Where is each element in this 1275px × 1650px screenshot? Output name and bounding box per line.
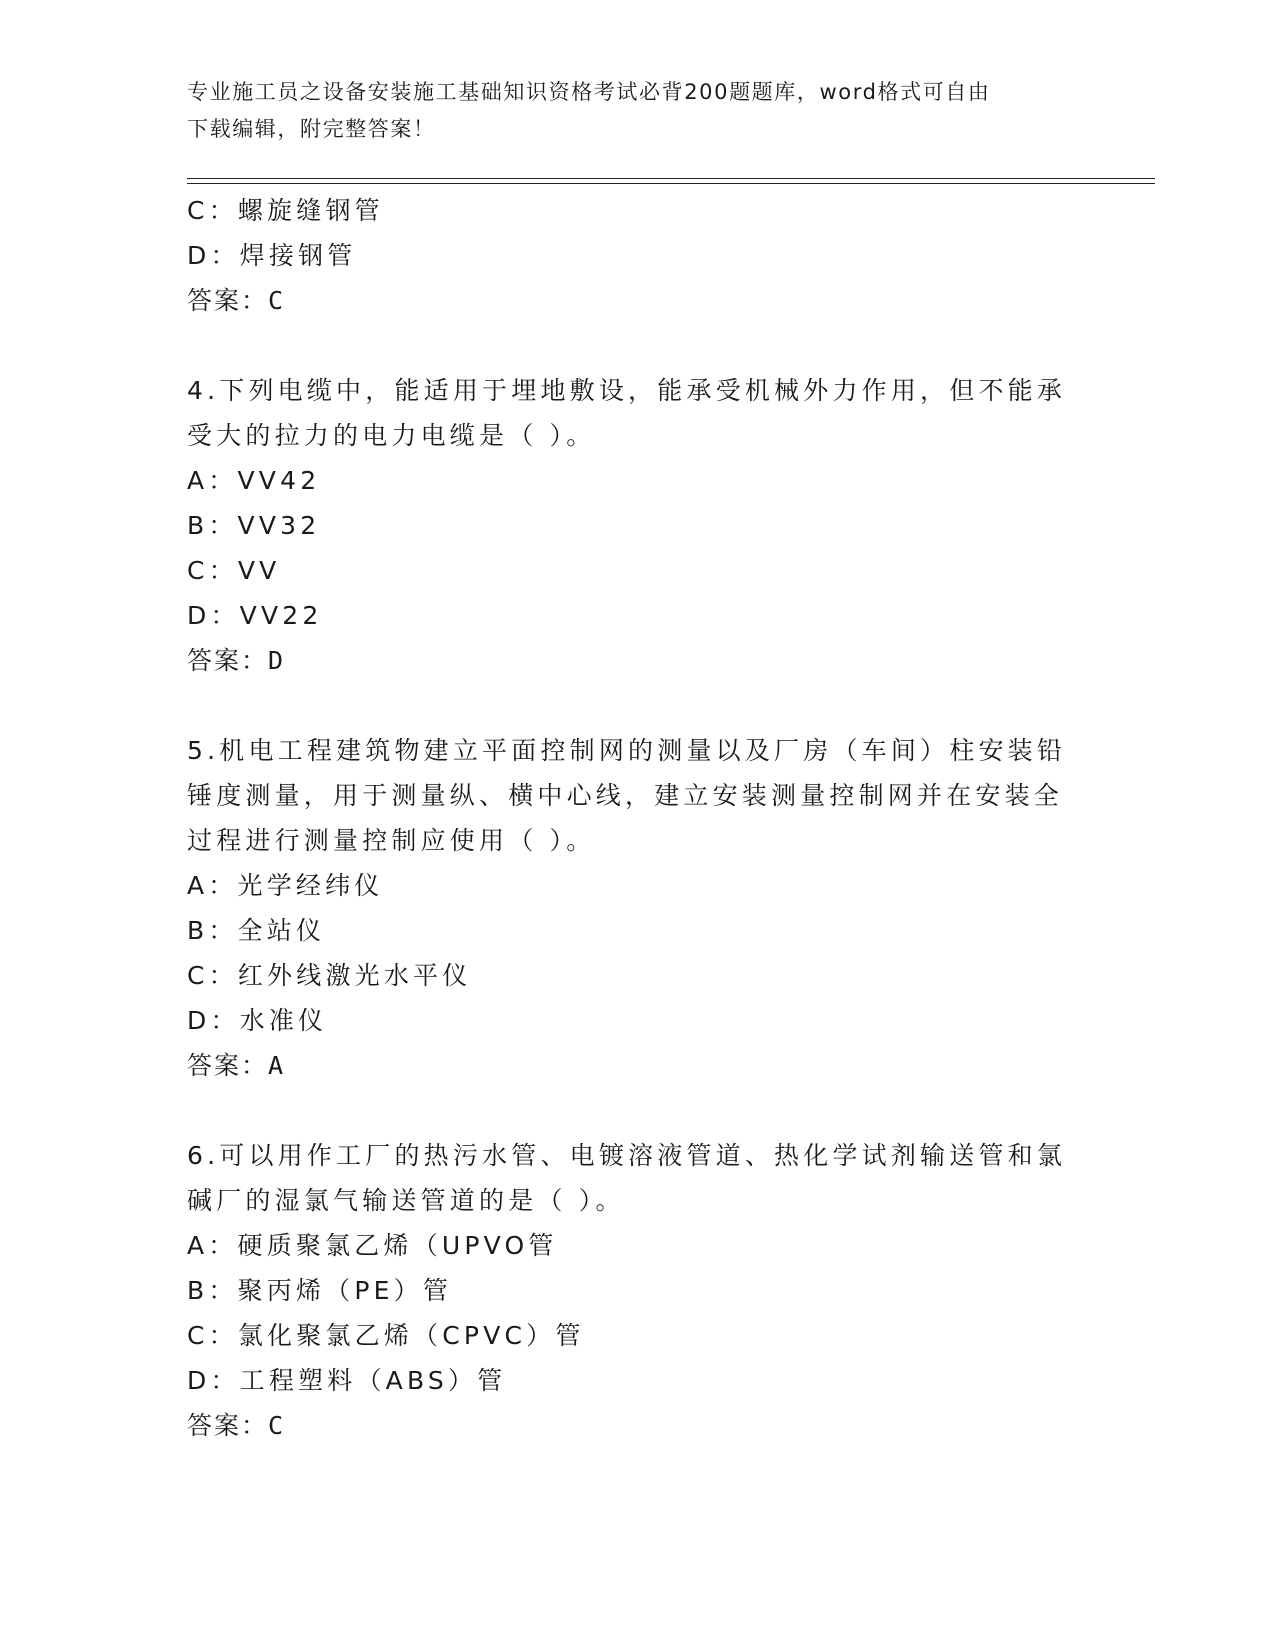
answer-label: 答案：	[187, 286, 269, 315]
q4-option-d: D：VV22	[187, 601, 323, 630]
answer-value: C	[268, 1411, 286, 1440]
q5-option-c: C：红外线激光水平仪	[187, 961, 472, 990]
q4-option-c: C：VV	[187, 556, 281, 585]
q6-stem-line-1: 6.可以用作工厂的热污水管、电镀溶液管道、热化学试剂输送管和氯	[187, 1141, 1067, 1170]
answer-value: A	[268, 1051, 286, 1080]
header-divider-top	[187, 178, 1155, 179]
answer-value: D	[268, 646, 286, 675]
header-line-1: 专业施工员之设备安装施工基础知识资格考试必背200题题库，word格式可自由	[187, 80, 991, 104]
answer-value: C	[268, 286, 286, 315]
q5-option-b: B：全站仪	[187, 916, 326, 945]
q5-stem-line-2: 锤度测量，用于测量纵、横中心线，建立安装测量控制网并在安装全	[187, 781, 1064, 810]
answer-label: 答案：	[187, 1411, 269, 1440]
q6-option-d: D：工程塑料（ABS）管	[187, 1366, 507, 1395]
answer-label: 答案：	[187, 1051, 269, 1080]
header-line-2: 下载编辑，附完整答案！	[187, 117, 436, 141]
q6-option-c: C：氯化聚氯乙烯（CPVC）管	[187, 1321, 585, 1350]
q3-option-c: C：螺旋缝钢管	[187, 196, 384, 225]
answer-label: 答案：	[187, 646, 269, 675]
q4-stem-line-1: 4.下列电缆中，能适用于埋地敷设，能承受机械外力作用，但不能承	[187, 376, 1067, 405]
q3-answer	[187, 284, 285, 318]
q5-answer	[187, 1049, 285, 1083]
header-divider-bottom	[187, 183, 1155, 184]
q6-answer	[187, 1409, 285, 1443]
page-header	[187, 74, 1067, 148]
q5-option-d: D：水准仪	[187, 1006, 328, 1035]
q4-option-b: B：VV32	[187, 511, 321, 540]
q4-answer	[187, 644, 285, 678]
q5-option-a: A：光学经纬仪	[187, 871, 384, 900]
q3-option-d: D：焊接钢管	[187, 241, 357, 270]
q5-stem-line-1: 5.机电工程建筑物建立平面控制网的测量以及厂房（车间）柱安装铅	[187, 736, 1067, 765]
q4-stem-line-2: 受大的拉力的电力电缆是（ ）。	[187, 421, 596, 450]
q6-option-a: A：硬质聚氯乙烯（UPVO管	[187, 1231, 558, 1260]
q6-stem-line-2: 碱厂的湿氯气输送管道的是（ ）。	[187, 1186, 625, 1215]
q6-option-b: B：聚丙烯（PE）管	[187, 1276, 453, 1305]
q4-option-a: A：VV42	[187, 466, 321, 495]
q5-stem-line-3: 过程进行测量控制应使用（ ）。	[187, 826, 596, 855]
